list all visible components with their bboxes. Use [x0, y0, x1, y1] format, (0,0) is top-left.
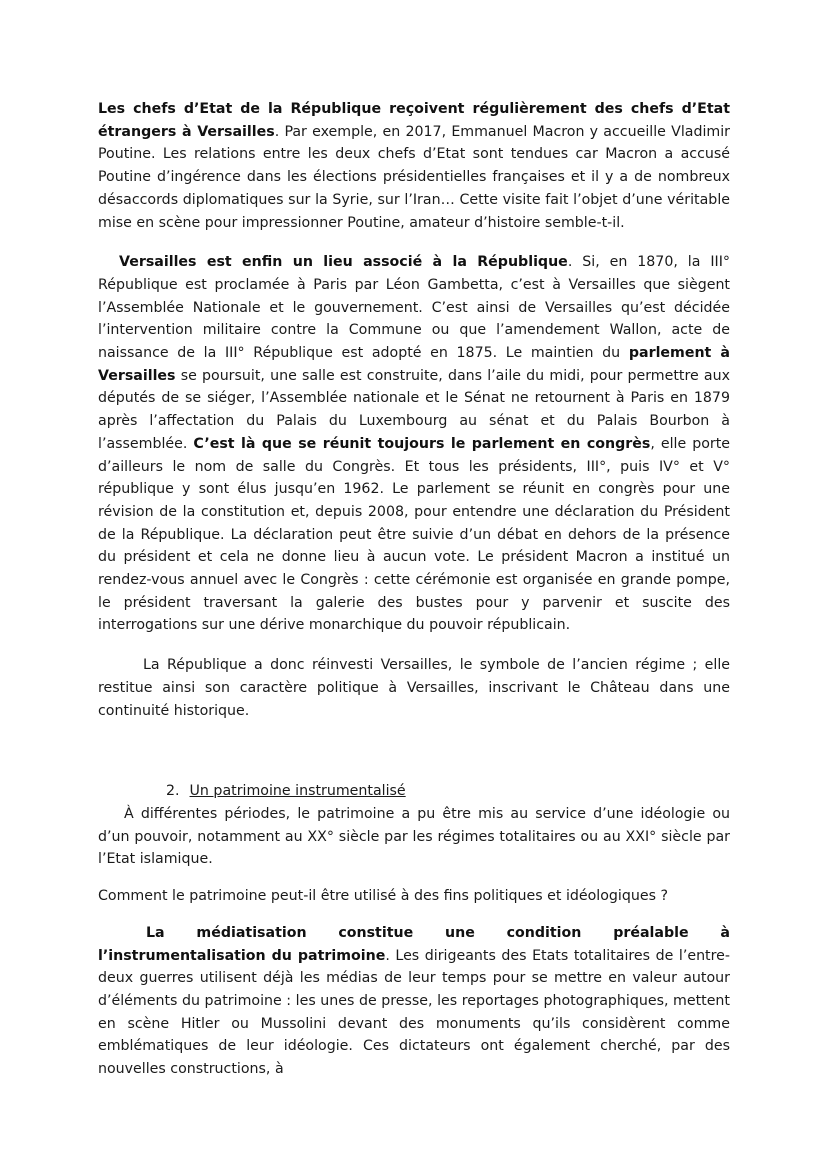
paragraph-text: . Les dirigeants des Etats totalitaires de l’entre-deux guerres utilisent déjà les médias de leur temps pour se mettre en valeur autour d’éléments du patrimoine : les unes de presse, les reportages photographiques, mettent en scène Hitler ou Mussolini devant des monuments qu’ils considèrent comme emblématiques de leur idéologie. Ces dictateurs ont également cherché, par des nouvelles constructions, à: [98, 947, 730, 1078]
paragraph-chefs-etat: [98, 98, 730, 234]
paragraph-bold-lead: Versailles est enfin un lieu associé à la République: [119, 254, 568, 271]
paragraph-bold-lead: La médiatisation constitue une condition préalable à l’instrumentalisation du patrimoine: [98, 924, 730, 964]
section-number: 2.: [166, 783, 180, 800]
paragraph-bold-lead: Les chefs d’Etat de la République reçoivent régulièrement des chefs d’Etat étrangers à Versailles: [98, 101, 730, 140]
paragraph-text: se poursuit, une salle est construite, dans l’aile du midi, pour permettre aux députés de se siéger, l’Assemblée nationale et le Sénat ne retournent à Paris en 1879 après l’affectation du Palais du Luxembourg au sénat et du Palais Bourbon à l’assemblée.: [98, 367, 730, 452]
paragraph-text: , elle porte d’ailleurs le nom de salle du Congrès. Et tous les présidents, III°, puis IV° et V° république y sont élus jusqu’en 1962. Le parlement se réunit en congrès pour une révision de la constitution et, depuis 2008, pour entendre une déclaration du Président de la République. La déclaration peut être suivie d’un débat en dehors de la présence du président et cela ne donne lieu à aucun vote. Le président Macron a institué un rendez-vous annuel avec le Congrès : cette cérémonie est organisée en grande pompe, le président traversant la galerie des bustes pour y parvenir et suscite des interrogations sur une dérive monarchique du pouvoir républicain.: [98, 435, 731, 634]
paragraph-conclusion-versailles: La République a donc réinvesti Versailles, le symbole de l’ancien régime ; elle restitue ainsi son caractère politique à Versailles, inscrivant le Château dans une continuité historique.: [98, 657, 730, 719]
problematic-question: Comment le patrimoine peut-il être utilisé à des fins politiques et idéologiques ?: [98, 888, 669, 905]
paragraph-bold-parlement: parlement à Versailles: [98, 345, 731, 384]
document-page: [98, 98, 730, 1081]
paragraph-text: . Si, en 1870, la III° République est proclamée à Paris par Léon Gambetta, c’est à Versailles que siègent l’Assemblée Nationale et le gouvernement. C’est ainsi de Versailles qu’est décidée l’intervention militaire contre la Commune ou que l’amendement Wallon, acte de naissance de la III° République est adopté en 1875. Le maintien du: [98, 254, 730, 362]
section-title: Un patrimoine instrumentalisé: [189, 783, 406, 800]
paragraph-intro-patrimoine: À différentes périodes, le patrimoine a pu être mis au service d’une idéologie ou d’un pouvoir, notamment au XX° siècle par les régimes totalitaires ou au XXI° siècle par l’Etat islamique.: [98, 805, 730, 868]
section-heading: [166, 780, 730, 803]
paragraph-mediatisation: [98, 922, 730, 1081]
paragraph-versailles-republique: [98, 251, 730, 637]
paragraph-text: . Par exemple, en 2017, Emmanuel Macron y accueille Vladimir Poutine. Les relations entre les deux chefs d’Etat sont tendues car Macron a accusé Poutine d’ingérence dans les élections présidentielles françaises et il y a de nombreux désaccords diplomatiques sur la Syrie, sur l’Iran… Cette visite fait l’objet d’une véritable mise en scène pour impressionner Poutine, amateur d’histoire semble-t-il.: [98, 123, 730, 231]
paragraph-bold-congres: C’est là que se réunit toujours le parlement en congrès: [193, 435, 651, 452]
